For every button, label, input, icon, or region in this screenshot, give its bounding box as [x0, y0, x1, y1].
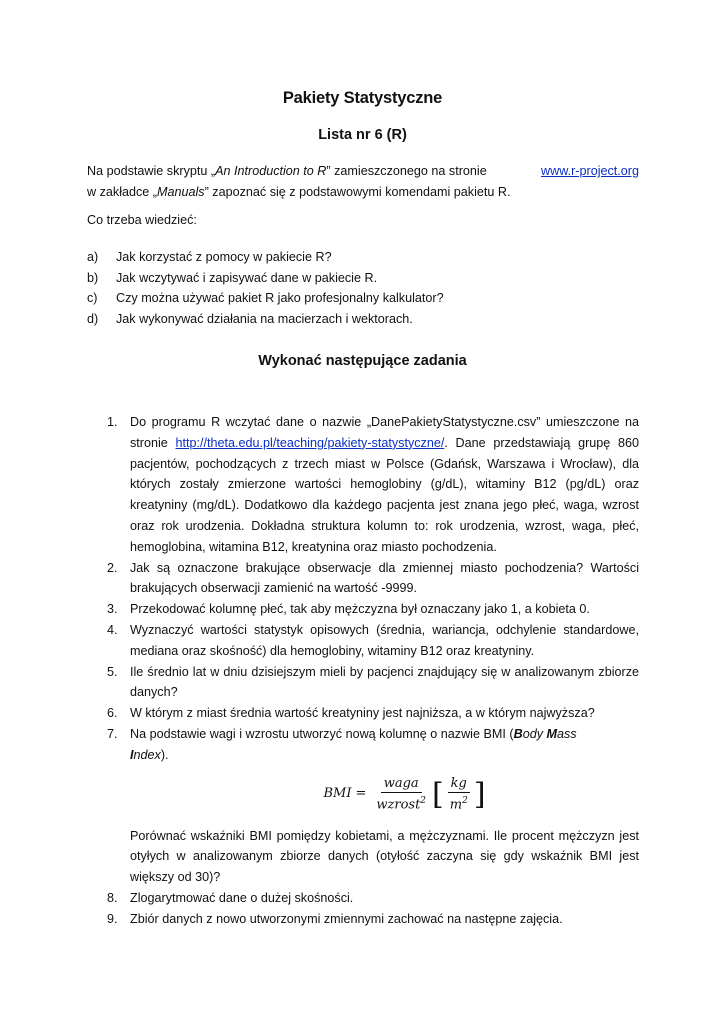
question-letter: c) [87, 291, 98, 305]
bmi-word-ass: ass [557, 726, 577, 741]
formula-lhs: BMI [323, 786, 352, 802]
intro-line2-suffix: ” zapoznać się z podstawowymi komendami pakietu R. [204, 185, 511, 199]
task-7 [107, 724, 639, 888]
task-1-prefix: Do programu R wczytać dane o nazwie „DanePakietyStatystyczne.csv” umieszczone na stronie [130, 415, 639, 450]
task-4 [107, 620, 639, 662]
task-text: W którym z miast średnia wartość kreatyniny jest najniższa, a w którym najwyższa? [130, 706, 595, 721]
bmi-word-ndex: ndex [133, 747, 161, 762]
task-text [130, 412, 639, 558]
list-item [87, 288, 647, 309]
formula-numerator: waga [381, 775, 422, 793]
question-text: Jak korzystać z pomocy w pakiecie R? [116, 250, 332, 264]
formula-unit-den-base: m [449, 797, 463, 813]
r-project-link[interactable]: www.r-project.org [541, 164, 639, 178]
intro-paragraph [87, 161, 639, 203]
formula-equals: = [355, 786, 367, 802]
bmi-word-ody: ody [522, 726, 547, 741]
task-number: 5. [107, 664, 118, 679]
task-5 [107, 662, 639, 704]
task-number: 8. [107, 890, 118, 905]
task-text: Ile średnio lat w dniu dzisiejszym mieli by pacjenci znajdujący się w analizowanym zbiorze danych? [130, 664, 639, 700]
intro-text-1 [87, 161, 487, 182]
task-number: 4. [107, 622, 118, 637]
list-item [87, 309, 647, 330]
question-text: Jak wykonywać działania na macierzach i wektorach. [116, 311, 413, 326]
task-7-prefix: Na podstawie wagi i wzrostu utworzyć nową kolumnę o nazwie BMI ( [130, 726, 514, 741]
intro-book-title: An Introduction to R [215, 164, 327, 178]
task-1 [107, 412, 639, 558]
task-6 [107, 703, 639, 724]
section-title: Wykonać następujące zadania [258, 353, 467, 369]
task-7-suffix: ). [160, 747, 169, 762]
question-list [87, 247, 647, 329]
page-subtitle: Lista nr 6 (R) [318, 127, 407, 143]
formula-right-bracket: ] [473, 776, 486, 812]
question-text: Jak wczytywać i zapisywać dane w pakiecie R. [116, 270, 378, 285]
list-item [87, 247, 647, 268]
question-letter: a) [87, 250, 99, 264]
bmi-letter-i: I [130, 747, 134, 762]
task-number: 9. [107, 911, 118, 926]
intro-line-1 [87, 161, 639, 182]
question-text: Czy można używać pakiet R jako profesjonalny kalkulator? [116, 291, 444, 305]
formula-unit-numerator: kg [448, 775, 470, 793]
intro-line-2 [87, 182, 639, 203]
task-3 [107, 599, 639, 620]
page-title: Pakiety Statystyczne [282, 89, 443, 107]
bmi-letter-m: M [546, 726, 557, 741]
task-number: 7. [107, 726, 118, 741]
task-text [130, 724, 639, 766]
task-number: 2. [107, 560, 118, 575]
theta-data-link[interactable]: http://theta.edu.pl/teaching/pakiety-statystyczne/ [175, 435, 445, 450]
task-8 [107, 888, 639, 909]
formula-fraction [373, 775, 429, 813]
task-number: 3. [107, 602, 118, 617]
task-1-suffix: . Dane przedstawiają grupę 860 pacjentów, pochodzących z trzech miast w Polsce (Gdańsk, Warszawa i Wrocław), dla których zostały zmierzone wartości hemoglobiny (g/dL), witaminy B12 (pg/dL) oraz kreatyniny (mg/dL). Dodatkowo dla każdego pacjenta jest znana jego płeć, waga, wzrost oraz rok urodzenia. Dokładna struktura kolumn to: rok urodzenia, wzrost, waga, płeć, hemoglobina, witamina B12, kreatynina oraz miasto pochodzenia. [130, 435, 639, 554]
question-letter: d) [87, 311, 99, 326]
list-item [87, 268, 647, 289]
bmi-formula [170, 770, 639, 820]
formula-unit-denominator [447, 793, 471, 813]
task-7-after: Porównać wskaźniki BMI pomiędzy kobietami, a mężczyznami. Ile procent mężczyzn jest otyłych w analizowanym zbiorze danych (otyłość zaczyna się gdy wskaźnik BMI jest większy od 30)? [130, 828, 639, 885]
task-number: 1. [107, 415, 118, 429]
formula-den-base: wzrost [376, 797, 421, 813]
task-2 [107, 558, 639, 600]
intro-manuals: Manuals [157, 185, 205, 199]
task-number: 6. [107, 706, 118, 721]
formula-denominator [373, 793, 429, 813]
formula-left-bracket: [ [432, 776, 444, 812]
formula-den-exp: 2 [420, 796, 427, 807]
formula-unit-exp: 2 [462, 796, 468, 807]
task-text: Zlogarytmować dane o dużej skośności. [130, 890, 354, 905]
task-text: Wyznaczyć wartości statystyk opisowych (średnia, wariancja, odchylenie standardowe, mediana oraz skośność) dla hemoglobiny, witaminy B12 oraz kreatyniny. [130, 622, 639, 658]
formula-unit-fraction [447, 775, 471, 813]
intro-prefix: Na podstawie skryptu „ [87, 164, 216, 178]
task-9 [107, 909, 639, 930]
task-text: Jak są oznaczone brakujące obserwacje dla zmiennej miasto pochodzenia? Wartości brakujących obserwacji zamienić na wartość -9999. [130, 560, 639, 596]
task-text: Przekodować kolumnę płeć, tak aby mężczyzna był oznaczany jako 1, a kobieta 0. [130, 602, 590, 617]
intro-mid: ” zamieszczonego na stronie [326, 164, 487, 178]
question-letter: b) [87, 270, 99, 285]
bmi-letter-b: B [513, 726, 523, 741]
need-to-know-label: Co trzeba wiedzieć: [87, 213, 197, 227]
task-text: Zbiór danych z nowo utworzonymi zmiennymi zachować na następne zajęcia. [130, 911, 563, 926]
task-list [107, 412, 639, 930]
intro-line2-prefix: w zakładce „ [87, 185, 157, 199]
